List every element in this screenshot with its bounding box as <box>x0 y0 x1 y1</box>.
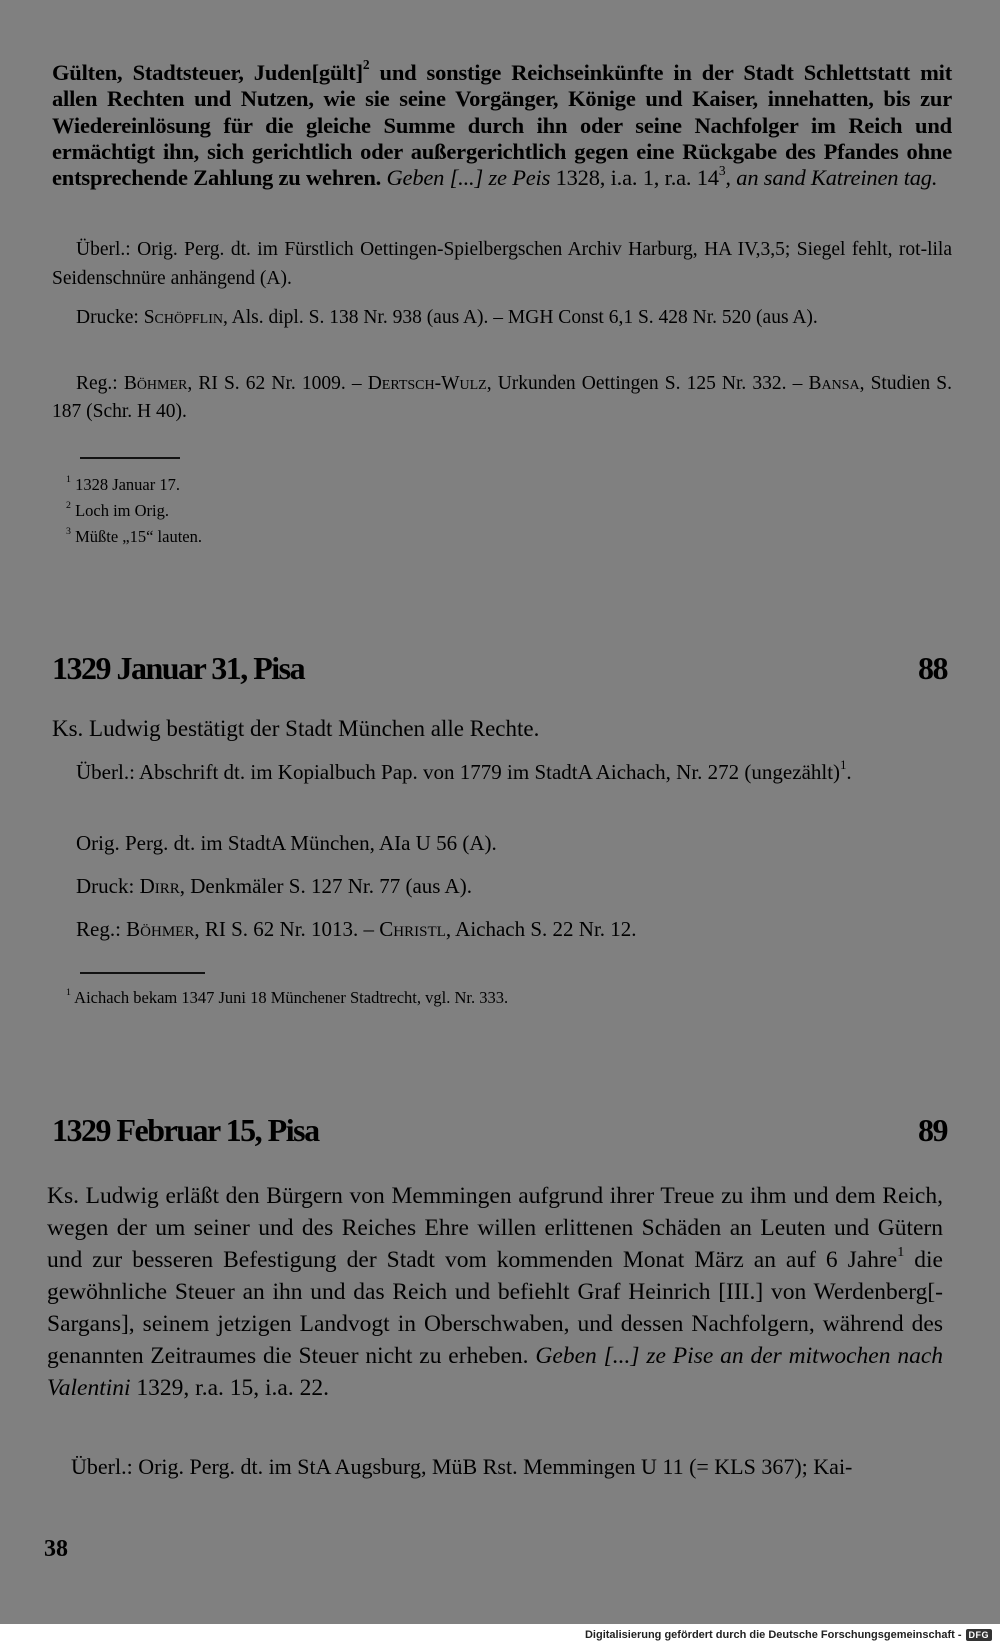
dating-formula: Geben [...] ze Peis <box>386 165 551 191</box>
author-name: Dertsch-Wulz <box>367 373 487 394</box>
entry-87-footnotes <box>66 472 202 550</box>
dating-day: , an sand Katreinen tag. <box>725 165 938 191</box>
footnote-3 <box>66 524 202 550</box>
citation: , Als. dipl. S. 138 Nr. 938 (aus A). – MGH Const 6,1 S. 428 Nr. 520 (aus A). <box>223 307 818 328</box>
author-name: Böhmer <box>126 917 195 941</box>
entry-87-reg <box>52 370 952 426</box>
footnote-rule <box>80 457 180 459</box>
author-name: Böhmer <box>123 373 188 394</box>
body-text: Gülten, Stadtsteuer, Juden[gült] <box>52 60 363 85</box>
dating-formula: Geben [...] ze Pise an der mitwochen nach Valentini <box>47 1343 944 1401</box>
footnote-number: 1 <box>66 987 71 999</box>
entry-88-ueberl <box>52 759 952 786</box>
footnote-text: Müßte „15“ lauten. <box>70 527 202 546</box>
dating-years: 1328, i.a. 1, r.a. 14 <box>550 165 719 191</box>
body-text: Überl.: Abschrift dt. im Kopialbuch Pap. von 1779 im StadtA Aichach, Nr. 272 (ungezählt) <box>76 760 841 784</box>
footnote-text: Loch im Orig. <box>70 501 170 520</box>
dfg-logo: DFG <box>966 1629 993 1641</box>
footnote-ref: 1 <box>897 1244 905 1261</box>
body-text: . <box>846 760 852 784</box>
entry-88-summary: Ks. Ludwig bestätigt der Stadt München alle Rechte. <box>52 716 540 741</box>
dating-years: 1329, r.a. 15, i.a. 22. <box>130 1375 329 1401</box>
entry-date-place: 1329 Februar 15, Pisa <box>52 1112 319 1148</box>
entry-number: 89 <box>918 1112 947 1148</box>
footnote-2 <box>66 498 202 524</box>
entry-87-body <box>52 57 952 191</box>
label: Reg.: <box>76 917 127 941</box>
author-name: Christl <box>379 917 446 941</box>
label: Drucke: <box>76 307 144 328</box>
entry-88-orig: Orig. Perg. dt. im StadtA München, AIa U 56 (A). <box>76 831 497 855</box>
author-name: Dirr <box>139 874 180 898</box>
footnote-1 <box>66 472 202 498</box>
entry-87-ueberl: Überl.: Orig. Perg. dt. im Fürstlich Oettingen-Spielbergschen Archiv Harburg, HA IV,3,5; Siegel fehlt, rot-lila Seidenschnüre anhängend (A). <box>52 239 952 289</box>
page-number: 38 <box>44 1536 68 1562</box>
citation: , Denkmäler S. 127 Nr. 77 (aus A). <box>179 874 472 898</box>
entry-88-reg <box>52 913 952 946</box>
label: Druck: <box>76 874 140 898</box>
entry-88-footnote <box>66 985 508 1011</box>
entry-89-summary <box>47 1180 943 1404</box>
author-name: Schöpflin <box>143 307 223 328</box>
footnote-number: 2 <box>66 500 71 512</box>
body-text: und sonstige Reichseinkünfte in der Stadt Schlettstatt mit allen Rechten und Nutzen, wie sie seine Vorgänger, Könige und Kaiser, innehatten, bis zur Wiedereinlösung für die gleiche Summe durch ihn oder seine Nachfolger im Reich und ermächtigt ihn, sich gerichtlich oder außergerichtlich gegen eine Rückgabe des Pfandes ohne entsprechende Zahlung zu wehren. <box>52 60 952 191</box>
footer-text: Digitalisierung gefördert durch die Deutsche Forschungsgemeinschaft - <box>584 1629 962 1641</box>
entry-date-place: 1329 Januar 31, Pisa <box>52 650 305 686</box>
footnote-text: 1328 Januar 17. <box>70 475 181 494</box>
label: Reg.: <box>76 373 124 394</box>
entry-88-heading <box>52 650 947 687</box>
footnote-ref: 3 <box>718 162 726 178</box>
entry-89-ueberl: Überl.: Orig. Perg. dt. im StA Augsburg, MüB Rst. Memmingen U 11 (= KLS 367); Kai- <box>71 1454 853 1479</box>
citation: , Studien S. 187 (Schr. H 40). <box>52 373 952 422</box>
citation: , Aichach S. 22 Nr. 12. <box>445 917 637 941</box>
footnote-ref: 1 <box>840 758 847 773</box>
footnote-ref: 2 <box>362 57 370 73</box>
entry-number: 88 <box>918 650 947 686</box>
footnote-number: 1 <box>66 474 71 486</box>
entry-88-druck <box>52 870 952 903</box>
entry-87-drucke <box>52 302 952 333</box>
footnote-number: 3 <box>66 526 71 538</box>
citation: , Urkunden Oettingen S. 125 Nr. 332. – <box>486 373 809 394</box>
author-name: Bansa <box>808 373 860 394</box>
digitization-footer <box>585 1626 1000 1644</box>
body-text: die gewöhnliche Steuer an ihn und das Reich und befiehlt Graf Heinrich [III.] von Werdenberg[-Sargans], seinem jetzigen Landvogt in Oberschwaben, und dessen Nachfolgern, während des genannten Zeitraumes die Steuer nicht zu erheben. <box>47 1247 943 1369</box>
footnote-rule <box>80 972 205 974</box>
footnote-text: Aichach bekam 1347 Juni 18 Münchener Stadtrecht, vgl. Nr. 333. <box>70 988 509 1007</box>
entry-89-heading <box>52 1112 947 1149</box>
citation: , RI S. 62 Nr. 1013. – <box>194 917 380 941</box>
body-text: Ks. Ludwig erläßt den Bürgern von Memmingen aufgrund ihrer Treue zu ihm und dem Reich, wegen der um seiner und des Reiches Ehre willen erlittenen Schäden an Leuten und Gütern und zur besseren Befestigung der Stadt vom kommenden Monat März an auf 6 Jahre <box>47 1183 943 1273</box>
citation: , RI S. 62 Nr. 1009. – <box>187 373 368 394</box>
